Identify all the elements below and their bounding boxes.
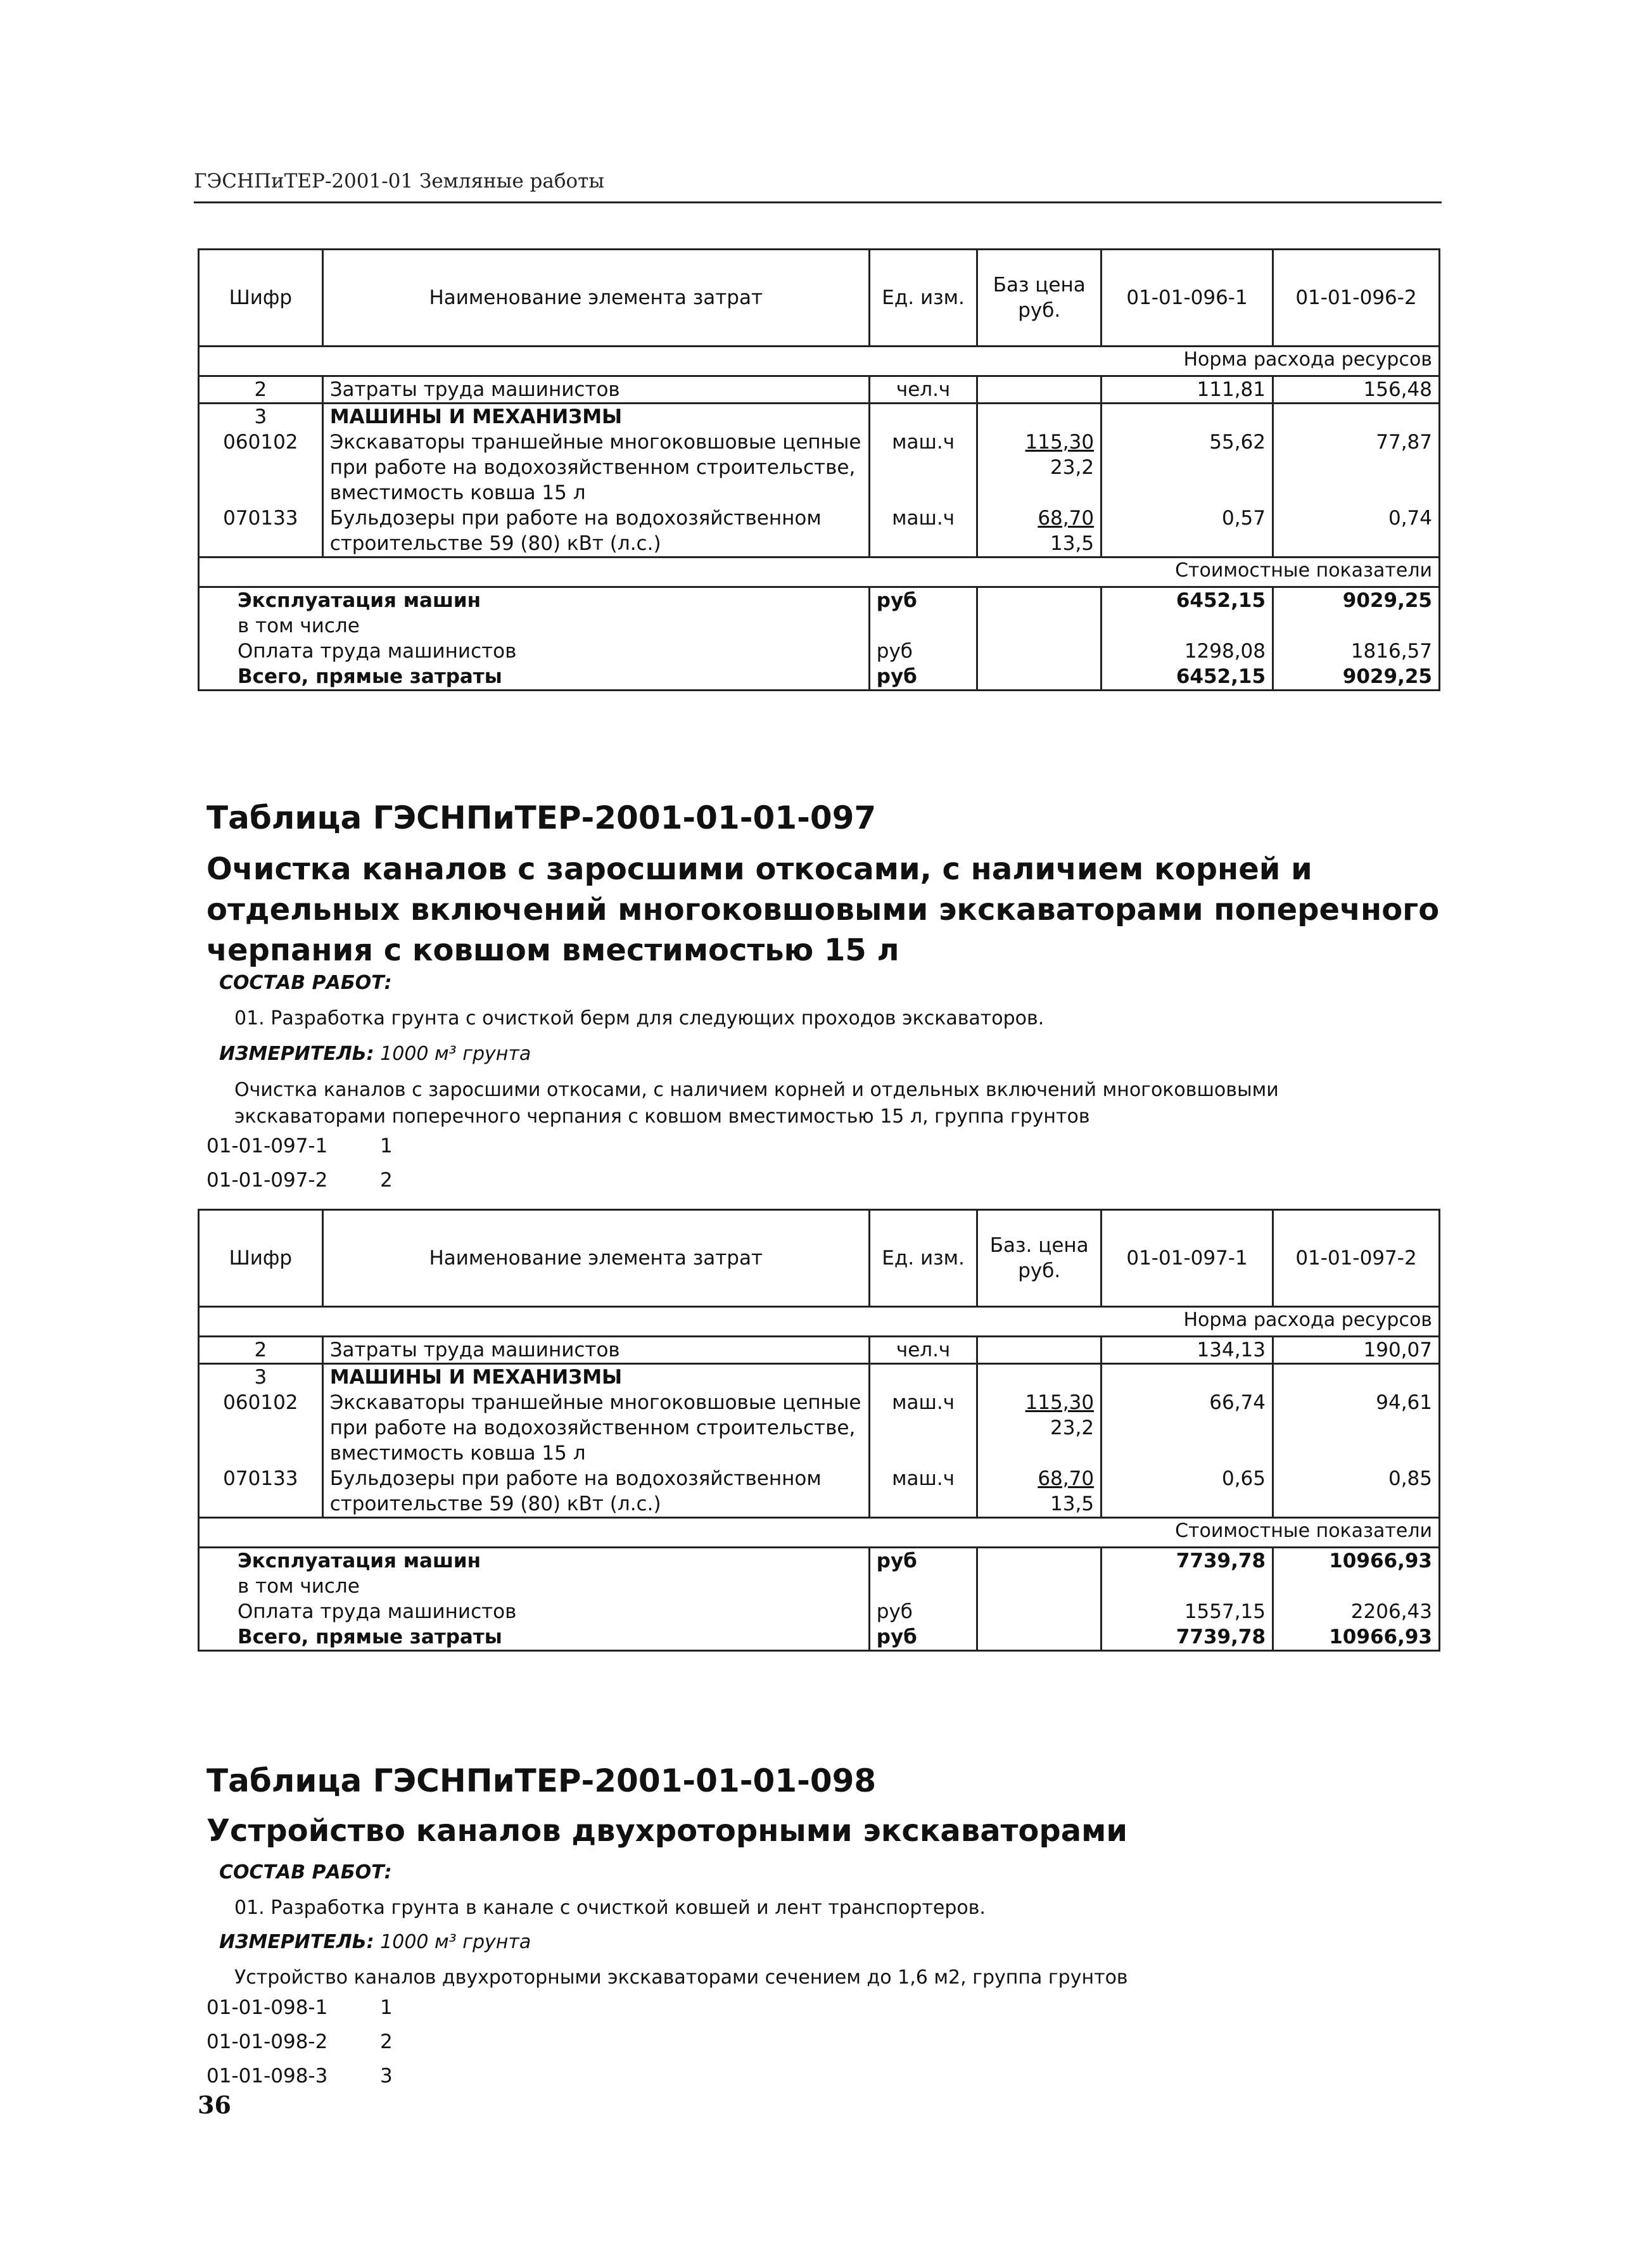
table-row: 070133 Бульдозеры при работе на водохозяйственном строительстве 59 (80) кВт (л.с.) маш.ч 68,70 13,5 0,57 0,74	[199, 506, 1440, 557]
codes-list-098	[206, 1991, 393, 2093]
total-row: Всего, прямые затраты руб 7739,78 10966,93	[199, 1624, 1440, 1651]
composition-item-097: 01. Разработка грунта с очисткой берм для следующих проходов экскаваторов.	[234, 1007, 1044, 1029]
labor-price: 13,5	[1050, 532, 1095, 555]
meter-097: ИЗМЕРИТЕЛЬ: 1000 м³ грунта	[219, 1043, 531, 1065]
table-subtitle-098: Устройство каналов двухроторными экскаваторами	[206, 1813, 1127, 1849]
base-price: 115,30	[1025, 431, 1095, 454]
total-row: Эксплуатация машин руб 7739,78 10966,93	[199, 1548, 1440, 1574]
total-row: в том числе	[199, 1574, 1440, 1599]
page-number: 36	[198, 2091, 231, 2119]
base-price: 115,30	[1025, 1391, 1095, 1414]
col-header-b: 01-01-097-2	[1273, 1210, 1440, 1307]
labor-price: 13,5	[1050, 1493, 1095, 1515]
cost-label: Стоимостные показатели	[199, 557, 1440, 587]
col-header-price: Баз цена руб.	[977, 250, 1102, 347]
cost-table-096	[198, 248, 1440, 691]
col-header-a: 01-01-096-1	[1102, 250, 1273, 347]
table-row: 3 МАШИНЫ И МЕХАНИЗМЫ	[199, 1364, 1440, 1391]
table-subtitle-097: Очистка каналов с заросшими откосами, с наличием корней и отдельных включений многоковшовыми экскаваторами поперечного черпания с ковшом вместимостью 15 л	[206, 851, 1440, 968]
total-row: Эксплуатация машин руб 6452,15 9029,25	[199, 587, 1440, 614]
description-097: Очистка каналов с заросшими откосами, с наличием корней и отдельных включений многоковшовыми экскаваторами поперечного черпания с ковшом вместимостью 15 л, группа грунтов	[234, 1079, 1279, 1128]
col-header-unit: Ед. изм.	[869, 1210, 977, 1307]
table-title-098: Таблица ГЭСНПиТЕР-2001-01-01-098	[206, 1762, 877, 1799]
col-header-code: Шифр	[199, 250, 323, 347]
norm-label: Норма расхода ресурсов	[199, 1307, 1440, 1337]
list-item: 01-01-098-2 2	[206, 2030, 393, 2053]
col-header-a: 01-01-097-1	[1102, 1210, 1273, 1307]
description-098: Устройство каналов двухроторными экскаваторами сечением до 1,6 м2, группа грунтов	[234, 1966, 1128, 1989]
table-title-097: Таблица ГЭСНПиТЕР-2001-01-01-097	[206, 800, 877, 836]
cost-label: Стоимостные показатели	[199, 1518, 1440, 1548]
total-row: Оплата труда машинистов руб 1557,15 2206,43	[199, 1599, 1440, 1624]
total-row: Оплата труда машинистов руб 1298,08 1816,57	[199, 639, 1440, 664]
meter-098: ИЗМЕРИТЕЛЬ: 1000 м³ грунта	[219, 1931, 531, 1953]
list-item: 01-01-097-2 2	[206, 1169, 393, 1192]
col-header-unit: Ед. изм.	[869, 250, 977, 347]
table-row: 060102 Экскаваторы траншейные многоковшовые цепные при работе на водохозяйственном строительстве, вместимость ковша 15 л маш.ч 115,30 23,2 55,62 77,87	[199, 430, 1440, 506]
col-header-name: Наименование элемента затрат	[322, 1210, 869, 1307]
total-row: Всего, прямые затраты руб 6452,15 9029,25	[199, 664, 1440, 691]
composition-item-098: 01. Разработка грунта в канале с очисткой ковшей и лент транспортеров.	[234, 1897, 986, 1919]
table-row: 2 Затраты труда машинистов чел.ч 134,13 190,07	[199, 1337, 1440, 1364]
labor-price: 23,2	[1050, 456, 1095, 479]
col-header-name: Наименование элемента затрат	[322, 250, 869, 347]
codes-list-097	[206, 1129, 393, 1197]
col-header-code: Шифр	[199, 1210, 323, 1307]
table-row: 070133 Бульдозеры при работе на водохозяйственном строительстве 59 (80) кВт (л.с.) маш.ч 68,70 13,5 0,65 0,85	[199, 1466, 1440, 1518]
col-header-price: Баз. цена руб.	[977, 1210, 1102, 1307]
norm-label: Норма расхода ресурсов	[199, 347, 1440, 376]
list-item: 01-01-098-1 1	[206, 1996, 393, 2019]
header-rule	[194, 201, 1442, 203]
list-item: 01-01-098-3 3	[206, 2065, 393, 2087]
labor-price: 23,2	[1050, 1417, 1095, 1439]
total-row: в том числе	[199, 613, 1440, 639]
running-header: ГЭСНПиТЕР-2001-01 Земляные работы	[194, 170, 605, 193]
cost-table-097	[198, 1209, 1440, 1652]
composition-label-097: СОСТАВ РАБОТ:	[219, 972, 392, 994]
table-row: 3 МАШИНЫ И МЕХАНИЗМЫ	[199, 404, 1440, 430]
base-price: 68,70	[1038, 507, 1095, 530]
table-row: 060102 Экскаваторы траншейные многоковшовые цепные при работе на водохозяйственном строительстве, вместимость ковша 15 л маш.ч 115,30 23,2 66,74 94,61	[199, 1390, 1440, 1466]
col-header-b: 01-01-096-2	[1273, 250, 1440, 347]
composition-label-098: СОСТАВ РАБОТ:	[219, 1861, 392, 1883]
base-price: 68,70	[1038, 1467, 1095, 1490]
table-row: 2 Затраты труда машинистов чел.ч 111,81 156,48	[199, 376, 1440, 404]
list-item: 01-01-097-1 1	[206, 1135, 393, 1157]
